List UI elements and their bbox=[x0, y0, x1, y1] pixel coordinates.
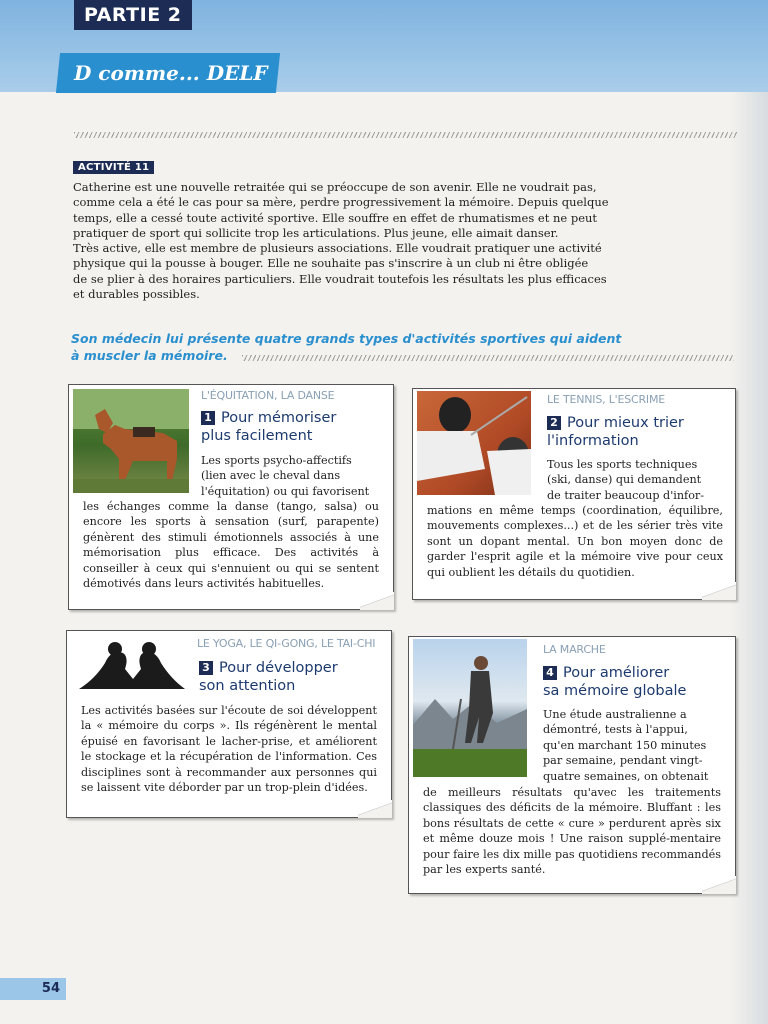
card-title-line: Pour développer bbox=[219, 660, 338, 676]
card-category: LA MARCHE bbox=[543, 643, 606, 656]
activity-intro bbox=[73, 180, 643, 302]
intro-line: de se plier à des horaires particuliers. Elle voudrait toutefois les résultats les plus efficaces bbox=[73, 271, 607, 286]
page-curl bbox=[360, 592, 394, 610]
card-category: L'ÉQUITATION, LA DANSE bbox=[201, 389, 335, 402]
section-title-text: D comme... DELF bbox=[74, 61, 268, 85]
horse-photo bbox=[73, 389, 189, 493]
fencer-icon bbox=[417, 391, 531, 495]
card-body-line: (lien avec le cheval dans bbox=[201, 469, 341, 483]
activity-card-1 bbox=[68, 384, 394, 610]
card-title-line: son attention bbox=[199, 678, 296, 694]
card-body-line: Une étude australienne a bbox=[543, 708, 687, 721]
card-body: Les activités basées sur l'écoute de soi développent la « mémoire du corps ». Ils régénèrent le mental épuisé en favorisant le lacher-prise, et améliorent le stockage et la récupération de l'information. Ces disciplines sont à recommander aux personnes qui se laissent vite déborder par un trop-plein d'idées. bbox=[81, 704, 377, 795]
card-title-line: Pour mieux trier bbox=[567, 415, 684, 431]
card-title-line: sa mémoire globale bbox=[543, 683, 687, 699]
yoga-silhouette-icon bbox=[75, 639, 189, 695]
card-body: de meilleurs résultats qu'avec les traitements classiques des déficits de la mémoire. Bluffant : les bons résultats de cette « cure » perdurent après six et même douze mois ! Une raison supplé-mentaire pour faire les dix mille pas quotidiens recommandés par les experts santé. bbox=[423, 786, 721, 877]
card-body-line: démontré, tests à l'appui, bbox=[543, 723, 688, 737]
intro-line: Catherine est une nouvelle retraitée qui se préoccupe de son avenir. Elle ne voudrait pas, bbox=[73, 180, 597, 194]
yoga-pose-icon bbox=[75, 639, 189, 695]
card-body: mations en même temps (coordination, équilibre, mouvements complexes...) et de les sérier très vite sont un dopant mental. Un bon moyen donc de garder l'esprit agile et la mémoire vive pour ceux qui oublient les détails du quotidien. bbox=[427, 504, 723, 579]
card-title-line: plus facilement bbox=[201, 428, 313, 444]
card-title bbox=[201, 409, 336, 445]
card-category: LE YOGA, LE QI-GONG, LE TAI-CHI bbox=[197, 637, 376, 650]
card-title-line: l'information bbox=[547, 433, 639, 449]
horse-icon bbox=[73, 389, 189, 493]
card-body-wrap bbox=[543, 707, 721, 784]
intro-line: physique qui la pousse à bouger. Elle ne souhaite pas s'inscrire à un club ni être obligée bbox=[73, 256, 589, 271]
card-body-line: (ski, danse) qui demandent bbox=[547, 473, 702, 487]
activity-card-3 bbox=[66, 630, 392, 818]
intro-line: Très active, elle est membre de plusieurs associations. Elle voudrait pratiquer une activité bbox=[73, 241, 602, 256]
card-title bbox=[543, 664, 686, 700]
fencing-photo bbox=[417, 391, 531, 495]
question-line: à muscler la mémoire. bbox=[71, 348, 228, 363]
card-number: 1 bbox=[201, 411, 215, 425]
card-body-wrap bbox=[547, 457, 723, 503]
card-body-line: qu'en marchant 150 minutes bbox=[543, 738, 707, 752]
hiker-photo bbox=[413, 639, 527, 777]
hiker-icon bbox=[413, 639, 527, 777]
card-title-line: Pour améliorer bbox=[563, 665, 670, 681]
card-body-line: Les sports psycho-affectifs bbox=[201, 454, 352, 467]
page-number: 54 bbox=[0, 978, 66, 1000]
card-number: 3 bbox=[199, 661, 213, 675]
card-body-wrap bbox=[201, 453, 379, 499]
section-title bbox=[56, 53, 280, 93]
question-line: Son médecin lui présente quatre grands types d'activités sportives qui aident bbox=[71, 331, 622, 346]
page-curl bbox=[702, 582, 736, 600]
page-curl bbox=[702, 876, 736, 894]
card-title bbox=[199, 659, 338, 695]
activity-tag: ACTIVITÉ 11 bbox=[73, 161, 154, 174]
card-body-line: Tous les sports techniques bbox=[547, 458, 698, 471]
card-number: 4 bbox=[543, 666, 557, 680]
activity-card-2 bbox=[412, 388, 736, 600]
intro-line: comme cela a été le cas pour sa mère, perdre progressivement la mémoire. Depuis quelque bbox=[73, 195, 609, 210]
intro-line: pratiquer de sport qui sollicite trop les articulations. Plus jeune, elle aimait danser. bbox=[73, 225, 559, 240]
part-label: PARTIE 2 bbox=[74, 0, 192, 30]
intro-line: temps, elle a cessé toute activité sportive. Elle souffre en effet de rhumatismes et ne peut bbox=[73, 210, 598, 225]
card-category: LE TENNIS, L'ESCRIME bbox=[547, 393, 666, 406]
card-body-line: l'équitation) ou qui favorisent bbox=[201, 484, 370, 498]
intro-line: et durables possibles. bbox=[73, 287, 200, 302]
card-body-line: par semaine, pendant vingt- bbox=[543, 754, 703, 768]
activity-card-4 bbox=[408, 636, 736, 894]
card-title bbox=[547, 414, 684, 450]
card-body-line: de traiter beaucoup d'infor- bbox=[547, 488, 705, 502]
question-divider bbox=[242, 355, 734, 361]
page-curl bbox=[358, 800, 392, 818]
card-number: 2 bbox=[547, 416, 561, 430]
header-divider bbox=[74, 132, 738, 138]
card-title-line: Pour mémoriser bbox=[221, 410, 337, 426]
card-body-line: quatre semaines, on obtenait bbox=[543, 769, 709, 783]
card-body: les échanges comme la danse (tango, salsa) ou encore les sports à sensation (surf, parapente) génèrent des stimuli émotionnels associés à une mémorisation plus efficace. Des activités à conseiller à ceux qui s'ennuient ou qui se sentent démotivés dans leurs activités habituelles. bbox=[83, 500, 379, 591]
